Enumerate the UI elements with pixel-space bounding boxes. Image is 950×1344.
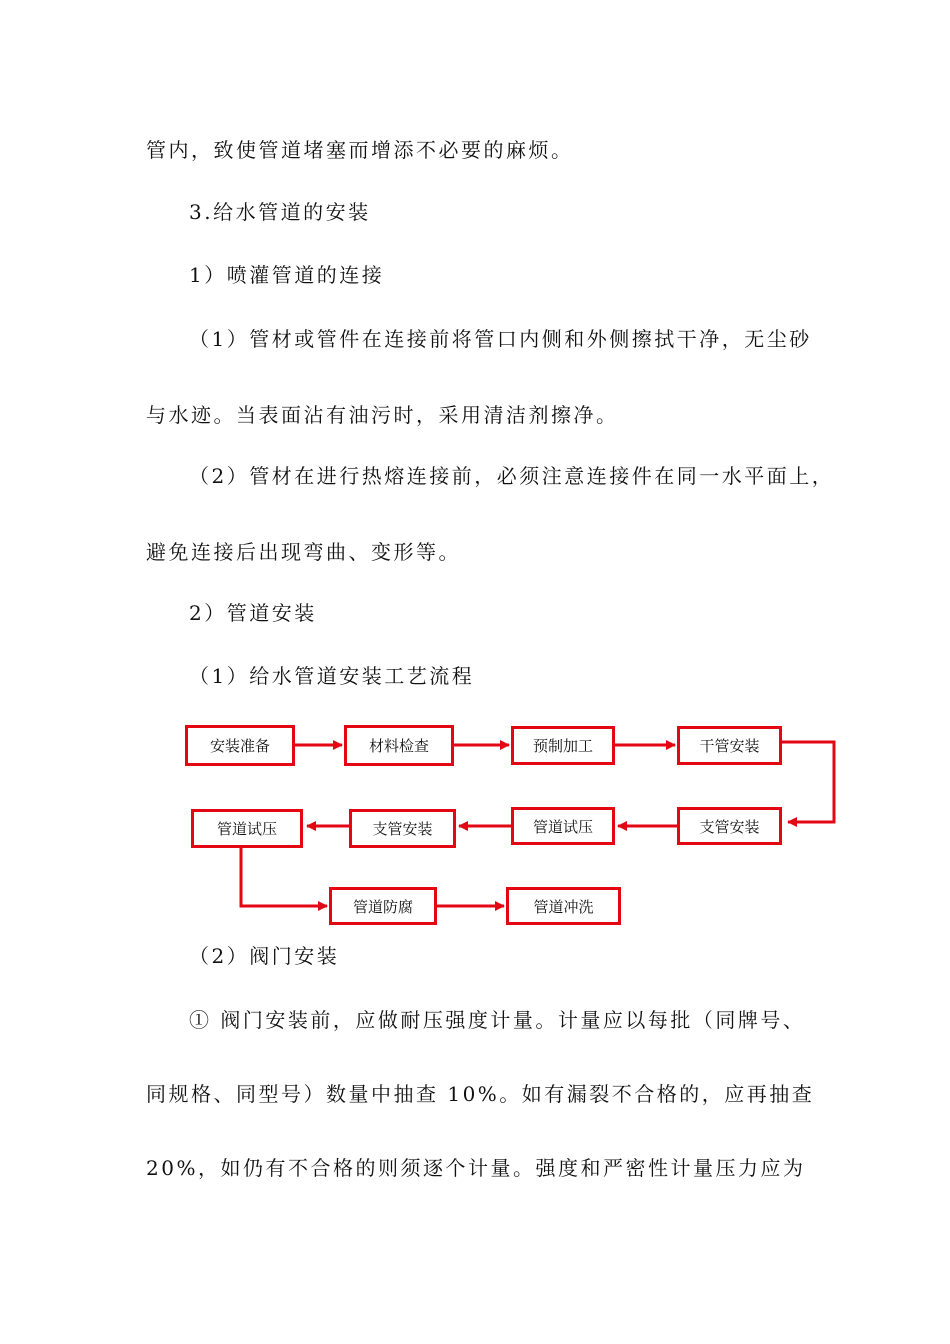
flow-step-pressure-test: 管道试压: [511, 807, 615, 845]
paragraph-line: 与水迹。当表面沾有油污时，采用清洁剂擦净。: [146, 403, 619, 427]
flow-step-anticorrosion: 管道防腐: [329, 887, 437, 925]
subsection-heading: 2）管道安装: [189, 601, 317, 625]
arrow-s8-s9: [241, 848, 327, 906]
subsection-heading: （2）阀门安装: [189, 944, 340, 968]
flow-step-pressure-test: 管道试压: [191, 809, 303, 848]
flow-step-branch-pipe-install: 支管安装: [677, 807, 782, 845]
paragraph-line: 管内，致使管道堵塞而增添不必要的麻烦。: [146, 138, 574, 162]
paragraph-line: （2）管材在进行热熔连接前，必须注意连接件在同一水平面上，: [189, 464, 835, 488]
flow-step-prefabrication: 预制加工: [511, 726, 615, 765]
subsection-heading: 1）喷灌管道的连接: [189, 263, 385, 287]
flow-step-install-prep: 安装准备: [185, 725, 295, 766]
paragraph-line: 20%，如仍有不合格的则须逐个计量。强度和严密性计量压力应为: [146, 1156, 806, 1180]
paragraph-line: 避免连接后出现弯曲、变形等。: [146, 540, 461, 564]
subsection-heading: （1）给水管道安装工艺流程: [189, 664, 475, 688]
flow-step-material-check: 材料检查: [344, 725, 454, 766]
paragraph-line: 同规格、同型号）数量中抽查 10%。如有漏裂不合格的，应再抽查: [146, 1082, 815, 1106]
paragraph-line: （1）管材或管件在连接前将管口内侧和外侧擦拭干净，无尘砂: [189, 327, 812, 351]
flow-step-main-pipe-install: 干管安装: [677, 726, 782, 765]
section-heading: 3.给水管道的安装: [189, 200, 371, 224]
flow-step-branch-pipe-install: 支管安装: [349, 809, 456, 848]
flow-step-flushing: 管道冲洗: [506, 887, 621, 925]
paragraph-line: ① 阀门安装前，应做耐压强度计量。计量应以每批（同牌号、: [189, 1008, 806, 1032]
arrow-s4-s5: [782, 742, 834, 822]
